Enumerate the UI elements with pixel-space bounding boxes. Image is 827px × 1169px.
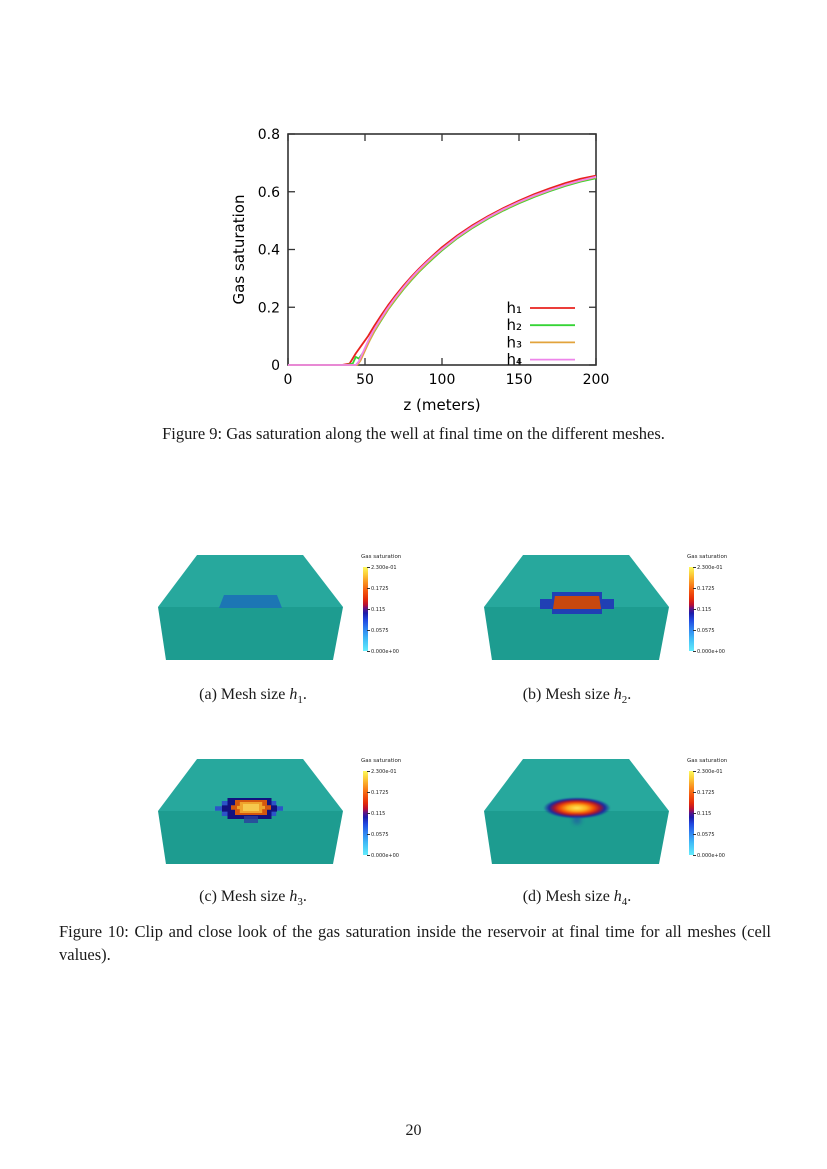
mesh-size-symbol: h [289, 888, 298, 905]
colorbar-tick: 0.1725 [697, 789, 715, 796]
y-tick-label: 0.2 [257, 300, 280, 317]
legend-label: h₃ [506, 333, 522, 352]
mesh-size-subscript: 1 [297, 694, 303, 707]
chart-canvas [228, 113, 620, 425]
y-tick-label: 0.4 [257, 242, 280, 259]
mesh-size-subscript: 2 [621, 694, 628, 707]
colorbar-tick: 0.000e+00 [371, 852, 399, 859]
mesh-size-symbol: h [289, 686, 298, 703]
subcaption-c [126, 888, 380, 908]
saturation-cells-center [243, 804, 259, 811]
saturation-plume-tail [569, 814, 585, 826]
series-line-3 [288, 177, 596, 365]
colorbar-tick: 0.0575 [371, 831, 389, 838]
colorbar-tick: 0.000e+00 [697, 648, 725, 655]
colorbar-tick: 0.000e+00 [371, 648, 399, 655]
mesh-size-symbol: h [613, 686, 622, 703]
x-tick-label: 100 [428, 372, 456, 388]
colorbar-tick: 0.1725 [371, 585, 389, 592]
gas-saturation-chart [228, 113, 620, 425]
viz-panel-b [452, 548, 744, 673]
subcaption-d [450, 888, 704, 908]
mesh-size-symbol: h [613, 888, 622, 905]
colorbar [687, 554, 743, 664]
colorbar-tick: 2.300e-01 [697, 768, 723, 775]
subcaption-text: (d) Mesh size [522, 888, 614, 905]
y-axis-label: Gas saturation [230, 194, 248, 305]
series-line-4 [288, 177, 596, 365]
series-line-2 [288, 178, 596, 365]
figure9-caption: Figure 9: Gas saturation along the well at final time on the different meshes. [162, 424, 665, 443]
subcaption-text: (b) Mesh size [522, 686, 614, 703]
colorbar-tick: 2.300e-01 [371, 564, 397, 571]
x-tick-label: 50 [356, 372, 374, 388]
y-tick-label: 0.8 [257, 127, 280, 143]
colorbar [361, 554, 417, 664]
legend-label: h₂ [506, 316, 522, 335]
colorbar-tick: 0.000e+00 [697, 852, 725, 859]
colorbar-tick: 0.1725 [697, 585, 715, 592]
colorbar-tick: 0.0575 [371, 627, 389, 634]
colorbar-tick: 0.115 [371, 810, 386, 817]
series-line-1 [288, 176, 596, 365]
x-axis-label: z (meters) [403, 396, 481, 414]
colorbar-title: Gas saturation [687, 554, 728, 560]
x-tick-label: 0 [283, 372, 293, 388]
colorbar-title: Gas saturation [361, 758, 402, 764]
y-tick-label: 0.6 [257, 184, 280, 201]
colorbar-tick: 2.300e-01 [697, 564, 723, 571]
viz-panel-c [126, 752, 418, 877]
colorbar-tick: 0.0575 [697, 831, 715, 838]
subcaption-text: . [302, 888, 307, 905]
colorbar-title: Gas saturation [687, 758, 728, 764]
saturation-patch-coarse [219, 595, 282, 608]
mesh-size-subscript: 3 [297, 896, 303, 909]
figure10-caption: Figure 10: Clip and close look of the gas saturation inside the reservoir at final time for all meshes (cell values). [59, 922, 771, 964]
subcaption-text: . [627, 686, 632, 703]
saturation-cells-tail [244, 816, 258, 823]
viz-panel-a [126, 548, 418, 673]
colorbar [361, 758, 417, 868]
legend-label: h₄ [506, 350, 522, 369]
mesh-size-subscript: 4 [621, 896, 628, 909]
subcaption-text: (c) Mesh size [199, 888, 290, 905]
reservoir-front-face [158, 607, 343, 660]
subcaption-text: . [302, 686, 307, 703]
colorbar-title: Gas saturation [361, 554, 402, 560]
page-number: 20 [405, 1122, 422, 1139]
subcaption-a [126, 686, 380, 706]
colorbar-tick: 0.115 [697, 810, 712, 817]
viz-panel-d [452, 752, 744, 877]
legend-label: h₁ [506, 299, 522, 317]
y-tick-label: 0 [271, 358, 280, 374]
colorbar-tick: 2.300e-01 [371, 768, 397, 775]
colorbar-tick: 0.1725 [371, 789, 389, 796]
subcaption-b [450, 686, 704, 706]
subcaption-text: . [627, 888, 632, 905]
colorbar-tick: 0.115 [371, 606, 386, 613]
subcaption-text: (a) Mesh size [199, 686, 290, 703]
colorbar [687, 758, 743, 868]
x-tick-label: 150 [505, 372, 533, 388]
saturation-patch-core [553, 596, 601, 609]
x-tick-label: 200 [582, 372, 610, 388]
colorbar-tick: 0.115 [697, 606, 712, 613]
colorbar-tick: 0.0575 [697, 627, 715, 634]
reservoir-front-face [484, 607, 669, 660]
